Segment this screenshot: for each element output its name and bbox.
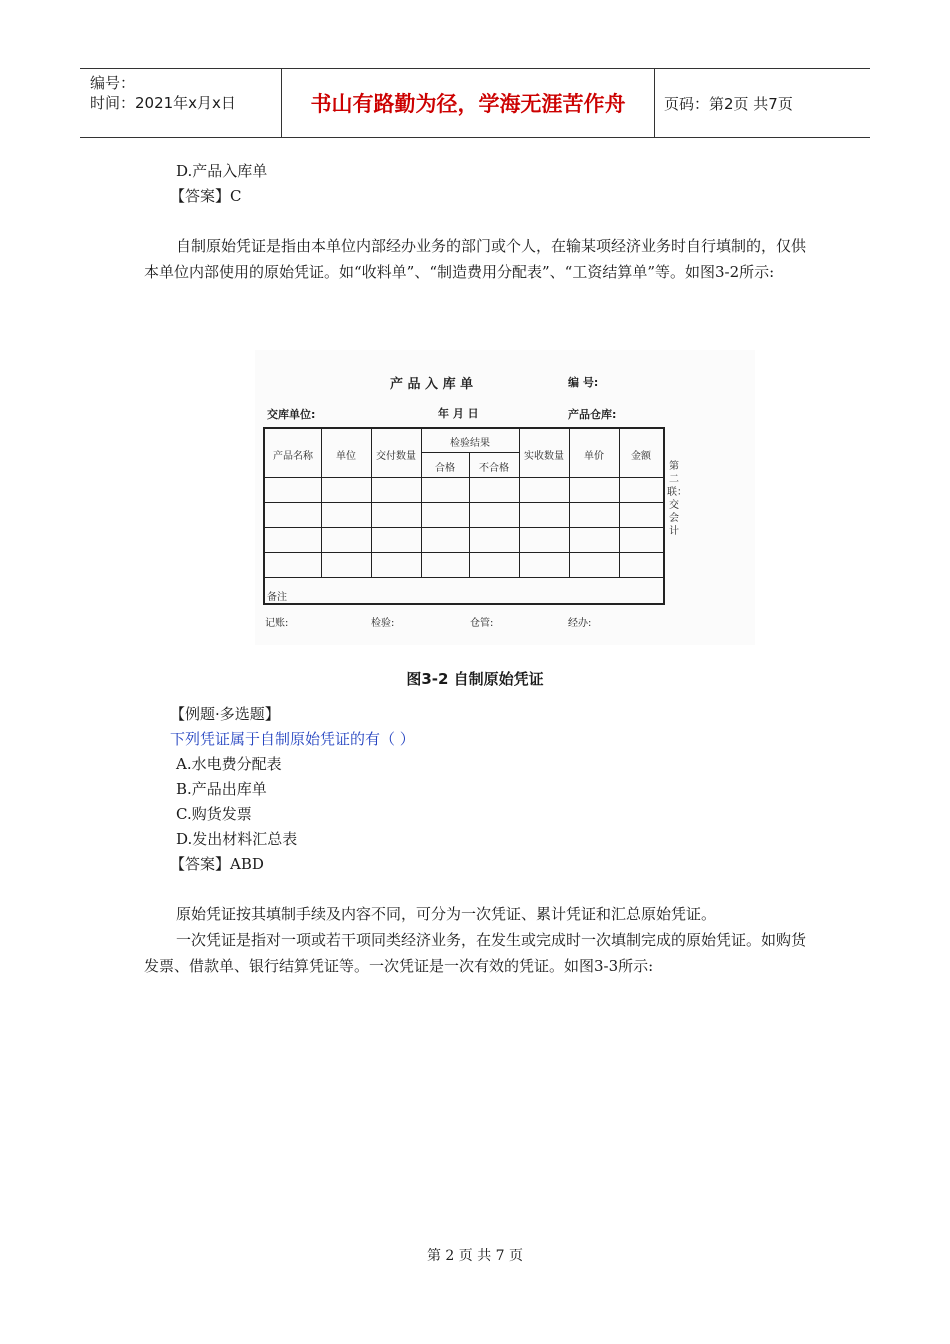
option-a: A.水电费分配表	[176, 755, 282, 773]
col-received-qty: 实收数量	[524, 451, 564, 462]
col-unit-price: 单价	[584, 451, 604, 462]
option-d-previous: D.产品入库单	[176, 162, 268, 180]
sig-handler: 经办:	[568, 618, 592, 629]
form-table	[263, 427, 665, 605]
document-number-label: 编号：	[90, 74, 136, 92]
sig-inspection: 检验:	[371, 618, 395, 629]
document-time-label: 时间：2021年x月x日	[90, 94, 236, 112]
page-header	[80, 68, 870, 138]
col-qualified: 合格	[435, 463, 455, 474]
sig-warehouse: 仓管:	[470, 618, 494, 629]
answer-previous: 【答案】C	[170, 187, 242, 205]
form-side-copy-label: 第二联：交会计	[667, 461, 687, 537]
figure-caption: 图3-2 自制原始凭证	[406, 670, 544, 688]
form-date-label: 年 月 日	[438, 407, 479, 420]
question-text: 下列凭证属于自制原始凭证的有（ ）	[170, 730, 415, 748]
form-title: 产 品 入 库 单	[390, 377, 474, 392]
col-delivered-qty: 交付数量	[376, 451, 416, 462]
option-c: C.购货发票	[176, 805, 252, 823]
product-warehousing-form-figure	[255, 350, 755, 645]
example-title: 【例题·多选题】	[170, 705, 280, 723]
form-remarks-label: 备注	[267, 592, 287, 603]
paragraph-self-made-voucher: 自制原始凭证是指由本单位内部经办业务的部门或个人，在输某项经济业务时自行填制的，仅供本单位内部使用的原始凭证。如“收料单”、“制造费用分配表”、“工资结算单”等。如图3-2所示:	[144, 237, 807, 281]
col-product-name: 产品名称	[273, 451, 313, 462]
paragraph-one-time-voucher: 一次凭证是指对一项或若干项同类经济业务，在发生或完成时一次填制完成的原始凭证。如购货发票、借款单、银行结算凭证等。一次凭证是一次有效的凭证。如图3-3所示:	[144, 931, 807, 975]
sig-bookkeeping: 记账:	[265, 618, 289, 629]
paragraph-voucher-classification: 原始凭证按其填制手续及内容不同，可分为一次凭证、累计凭证和汇总原始凭证。	[176, 905, 717, 923]
answer: 【答案】ABD	[170, 855, 264, 873]
page-footer: 第 2 页 共 7 页	[426, 1248, 524, 1264]
col-inspection-result: 检验结果	[450, 438, 490, 449]
form-number-label: 编 号:	[568, 376, 599, 389]
form-unit-label: 交库单位:	[267, 408, 316, 421]
col-unit: 单位	[336, 451, 356, 462]
option-b: B.产品出库单	[176, 780, 267, 798]
form-warehouse-label: 产品仓库:	[568, 408, 617, 421]
header-page-info: 页码：第2页 共7页	[664, 94, 793, 113]
header-meta-cell	[80, 69, 282, 137]
option-d: D.发出材料汇总表	[176, 830, 298, 848]
col-amount: 金额	[631, 451, 651, 462]
col-unqualified: 不合格	[479, 463, 509, 474]
header-motto: 书山有路勤为径，学海无涯苦作舟	[282, 69, 655, 137]
